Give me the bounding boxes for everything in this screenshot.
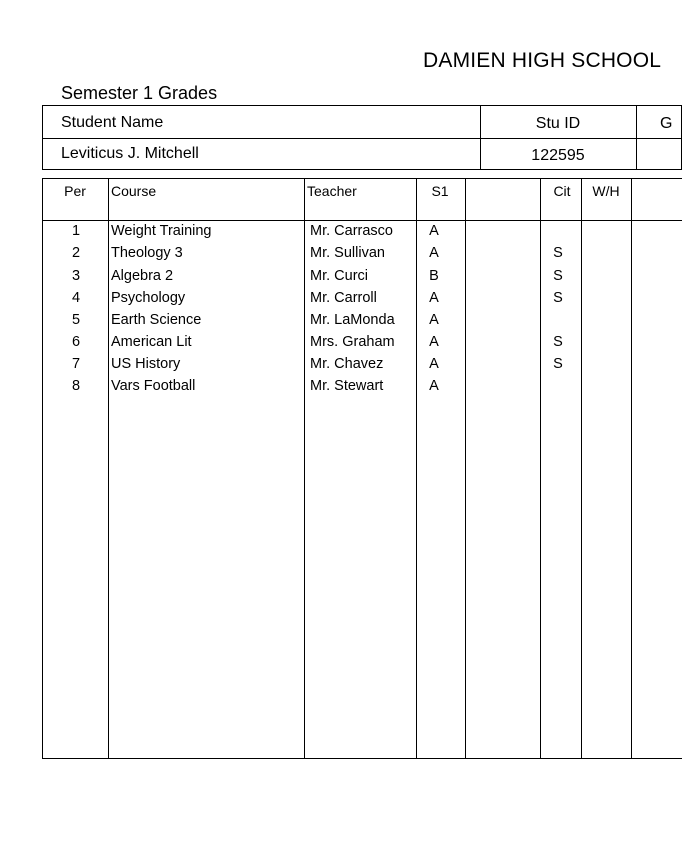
cell-cit: S [553, 334, 563, 350]
cell-per: 2 [71, 245, 81, 261]
cell-teacher: Mr. LaMonda [310, 312, 395, 328]
header-wh: W/H [592, 183, 620, 199]
column-divider [581, 179, 582, 758]
semester-title: Semester 1 Grades [61, 83, 218, 103]
student-id-label: Stu ID [535, 115, 581, 132]
cell-s1: A [429, 356, 439, 372]
cell-teacher: Mrs. Graham [310, 334, 395, 350]
info-divider-vertical [636, 106, 637, 169]
cell-course: Earth Science [111, 312, 202, 328]
cell-course: US History [111, 356, 181, 372]
cell-course: American Lit [111, 334, 192, 350]
cell-per: 8 [71, 378, 81, 394]
cell-teacher: Mr. Sullivan [310, 245, 385, 261]
grades-table [42, 178, 682, 759]
cell-per: 1 [71, 223, 81, 239]
grade-label-partial: G [660, 115, 673, 132]
cell-s1: A [429, 378, 439, 394]
cell-teacher: Mr. Curci [310, 268, 368, 284]
header-teacher: Teacher [307, 183, 357, 199]
header-s1: S1 [431, 183, 449, 199]
header-course: Course [111, 183, 157, 199]
cell-s1: A [429, 245, 439, 261]
cell-cit: S [553, 268, 563, 284]
cell-teacher: Mr. Carroll [310, 290, 377, 306]
cell-course: Vars Football [111, 378, 196, 394]
header-divider [43, 220, 682, 221]
cell-course: Psychology [111, 290, 186, 306]
cell-teacher: Mr. Chavez [310, 356, 384, 372]
cell-s1: A [429, 312, 439, 328]
cell-s1: A [429, 223, 439, 239]
cell-s1: B [429, 268, 439, 284]
student-name-label: Student Name [61, 114, 164, 131]
column-divider [631, 179, 632, 758]
cell-per: 3 [71, 268, 81, 284]
cell-cit: S [553, 290, 563, 306]
cell-cit: S [553, 245, 563, 261]
student-id-value: 122595 [531, 147, 585, 164]
cell-s1: A [429, 290, 439, 306]
cell-teacher: Mr. Carrasco [310, 223, 393, 239]
cell-per: 5 [71, 312, 81, 328]
cell-s1: A [429, 334, 439, 350]
cell-cit: S [553, 356, 563, 372]
header-cit: Cit [553, 183, 571, 199]
info-divider-vertical [480, 106, 481, 169]
column-divider [465, 179, 466, 758]
cell-course: Algebra 2 [111, 268, 174, 284]
student-name-value: Leviticus J. Mitchell [61, 145, 199, 162]
header-per: Per [64, 183, 86, 199]
column-divider [108, 179, 109, 758]
cell-teacher: Mr. Stewart [310, 378, 384, 394]
column-divider [540, 179, 541, 758]
cell-course: Weight Training [111, 223, 212, 239]
column-divider [304, 179, 305, 758]
cell-per: 7 [71, 356, 81, 372]
cell-per: 6 [71, 334, 81, 350]
info-divider-horizontal [43, 138, 681, 139]
column-divider [416, 179, 417, 758]
cell-course: Theology 3 [111, 245, 183, 261]
cell-per: 4 [71, 290, 81, 306]
school-name: DAMIEN HIGH SCHOOL [423, 49, 662, 72]
